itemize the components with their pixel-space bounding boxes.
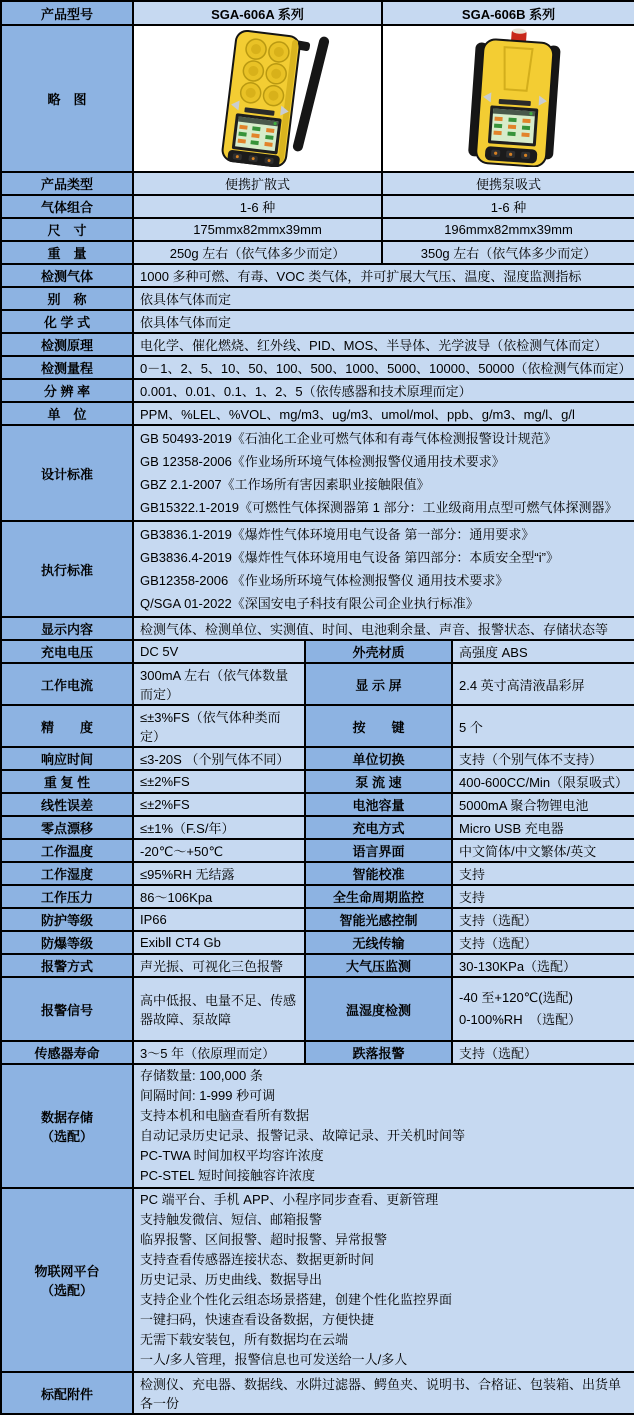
row-label: 工作压力 [1,885,133,908]
row-value: 检测气体、检测单位、实测值、时间、电池剩余量、声音、报警状态、存储状态等 [133,617,634,640]
row-label-2: 按 键 [305,705,452,747]
screen-readings [493,117,530,137]
row-label: 单 位 [1,402,133,425]
row-design-standard [1,425,634,521]
row-value-2: 支持（选配） [452,908,634,931]
row-label: 别 称 [1,287,133,310]
device-a-body [220,29,302,167]
row-value-1: ≤3-20S （个别气体不同） [133,747,305,770]
row-value-1: DC 5V [133,640,305,663]
storage-line: PC-STEL 短时间接触容许浓度 [140,1168,316,1183]
row-value: PPM、%LEL、%VOL、mg/m3、ug/m3、umol/mol、ppb、g/m3、mg/l、g/l [133,402,634,425]
row-detected-gases [1,264,634,287]
row-value-1: -20℃～+50℃ [133,839,305,862]
storage-line: PC-TWA 时间加权平均容许浓度 [140,1148,324,1163]
header-row [1,1,634,25]
iot-line: 历史记录、历史曲线、数据导出 [140,1272,323,1287]
row-value-1: ExibⅡ CT4 Gb [133,931,305,954]
label-line: 数据存储 [40,1110,93,1125]
row-value-1: ≤±2%FS [133,793,305,816]
row-value-1: 声光振、可视化三色报警 [133,954,305,977]
iot-line: 一键扫码，快速查看设备数据，方便快捷 [140,1312,375,1327]
row-value-1: 86～106Kpa [133,885,305,908]
row-detection-principle [1,333,634,356]
standard-line: GB3836.4-2019《爆炸性气体环境用电气设备 第四部分：本质安全型“i”》 [140,550,559,565]
row-linearity-error [1,793,634,816]
row-working-current [1,663,634,705]
row-label: 检测气体 [1,264,133,287]
row-label: 分 辨 率 [1,379,133,402]
row-value-2: 支持（个别气体不支持） [452,747,634,770]
row-working-pressure [1,885,634,908]
row-value-2: 支持 [452,862,634,885]
row-value-2: 5000mA 聚合物锂电池 [452,793,634,816]
row-value: 0.001、0.01、0.1、1、2、5（依传感器和技术原理而定） [133,379,634,402]
row-label-2: 单位切换 [305,747,452,770]
row-label: 产品类型 [1,172,133,195]
row-explosion-proof-rating [1,931,634,954]
row-alarm-mode [1,954,634,977]
row-label: 防爆等级 [1,931,133,954]
iot-line: 支持触发微信、短信、邮箱报警 [140,1212,323,1227]
data-storage-label [1,1064,133,1188]
row-value-2: 高强度 ABS [452,640,634,663]
row-label: 响应时间 [1,747,133,770]
label-line: （选配） [40,1129,93,1144]
row-label-2: 泵 流 速 [305,770,452,793]
storage-line: 自动记录历史记录、报警记录、故障记录、开关机时间等 [140,1128,466,1143]
row-value: 0－1、2、5、10、50、100、500、1000、5000、10000、50000（依检测气体而定） [133,356,634,379]
row-label: 传感器寿命 [1,1041,133,1064]
value-b: 便携泵吸式 [382,172,634,195]
standard-line: Q/SGA 01-2022《深国安电子科技有限公司企业执行标准》 [140,596,479,611]
row-protection-rating [1,908,634,931]
sketch-label: 略 图 [1,25,133,172]
device-b-body [467,27,561,167]
label-line: 物联网平台 [34,1264,100,1279]
row-label-2: 智能光感控制 [305,908,452,931]
row-working-humidity [1,862,634,885]
row-value-2 [452,977,634,1041]
sga-606a-device-image [140,27,382,167]
storage-line: 间隔时间: 1-999 秒可调 [140,1088,276,1103]
row-label: 防护等级 [1,908,133,931]
iot-line: 临界报警、区间报警、超时报警、异常报警 [140,1232,388,1247]
iot-line: 支持企业个性化云组态场景搭建，创建个性化监控界面 [140,1292,453,1307]
row-label-2: 外壳材质 [305,640,452,663]
row-iot-platform [1,1188,634,1372]
row-value-2: Micro USB 充电器 [452,816,634,839]
standard-line: GB 50493-2019《石油化工企业可燃气体和有毒气体检测报警设计规范》 [140,431,557,446]
row-gas-combination [1,195,634,218]
row-label-2: 显 示 屏 [305,663,452,705]
row-value-1: 300mA 左右（依气体数量而定） [133,663,305,705]
row-label-2: 智能校准 [305,862,452,885]
row-label: 工作湿度 [1,862,133,885]
row-repeatability [1,770,634,793]
exec-standard-lines [133,521,634,617]
row-value-2: 支持（选配） [452,1041,634,1064]
value-a: 175mmx82mmx39mm [133,218,382,241]
row-label: 报警信号 [1,977,133,1041]
iot-line: PC 端平台、手机 APP、小程序同步查看、更新管理 [140,1192,439,1207]
value-b: 196mmx82mmx39mm [382,218,634,241]
row-zero-drift [1,816,634,839]
standard-line: GBZ 2.1-2007《工作场所有害因素职业接触限值》 [140,477,430,492]
row-label-2: 全生命周期监控 [305,885,452,908]
standard-line: GB12358-2006 《作业场所环境气体检测报警仪 通用技术要求》 [140,573,509,588]
sga-606b-device-image [389,27,634,167]
row-value: 检测仪、充电器、数据线、水阱过滤器、鳄鱼夹、说明书、合格证、包装箱、出货单各一份 [133,1372,634,1414]
row-data-storage [1,1064,634,1188]
row-value-1: ≤±3%FS（依气体种类而定） [133,705,305,747]
header-series-b: SGA-606B 系列 [382,1,634,25]
row-response-time [1,747,634,770]
temp-range-line: -40 至+120℃(选配) [459,990,573,1005]
iot-platform-lines [133,1188,634,1372]
row-value-1: 3～5 年（依原理而定） [133,1041,305,1064]
row-value-2: 支持（选配） [452,931,634,954]
row-label: 设计标准 [1,425,133,521]
row-label: 尺 寸 [1,218,133,241]
row-label: 工作温度 [1,839,133,862]
row-chemical-formula [1,310,634,333]
row-value-1: 高中低报、电量不足、传感器故障、泵故障 [133,977,305,1041]
row-value: 依具体气体而定 [133,287,634,310]
row-sensor-life [1,1041,634,1064]
row-accessories [1,1372,634,1414]
row-exec-standard [1,521,634,617]
row-value-1: ≤95%RH 无结露 [133,862,305,885]
row-label: 重 复 性 [1,770,133,793]
row-label: 检测原理 [1,333,133,356]
row-value-1: ≤±1%（F.S/年） [133,816,305,839]
row-resolution [1,379,634,402]
row-value-2: 5 个 [452,705,634,747]
iot-line: 支持查看传感器连接状态、数据更新时间 [140,1252,375,1267]
storage-line: 存储数量: 100,000 条 [140,1068,263,1083]
row-value-2: 支持 [452,885,634,908]
row-value-1: ≤±2%FS [133,770,305,793]
row-label-2: 电池容量 [305,793,452,816]
row-accuracy [1,705,634,747]
header-series-a: SGA-606A 系列 [133,1,382,25]
humidity-range-line: 0-100%RH （选配） [459,1012,582,1027]
row-product-type [1,172,634,195]
iot-platform-label [1,1188,133,1372]
label-line: （选配） [40,1283,93,1298]
row-label: 标配附件 [1,1372,133,1414]
row-label: 工作电流 [1,663,133,705]
row-value-2: 400-600CC/Min（限泵吸式） [452,770,634,793]
row-label: 报警方式 [1,954,133,977]
row-working-temperature [1,839,634,862]
row-detection-range [1,356,634,379]
row-value-1: IP66 [133,908,305,931]
row-label: 执行标准 [1,521,133,617]
row-value: 依具体气体而定 [133,310,634,333]
value-a: 便携扩散式 [133,172,382,195]
row-value-2: 中文简体/中文繁体/英文 [452,839,634,862]
device-b-image-cell [382,25,634,172]
storage-line: 支持本机和电脑查看所有数据 [140,1108,310,1123]
row-label: 化 学 式 [1,310,133,333]
row-charge-voltage [1,640,634,663]
row-alias [1,287,634,310]
row-value-2: 30-130KPa（选配） [452,954,634,977]
row-weight [1,241,634,264]
row-label-2: 跌落报警 [305,1041,452,1064]
row-display-content [1,617,634,640]
standard-line: GB 12358-2006《作业场所环境气体检测报警仪通用技术要求》 [140,454,505,469]
iot-line: 一人/多人管理，报警信息也可发送给一人/多人 [140,1352,408,1367]
sketch-row [1,25,634,172]
row-label-2: 语言界面 [305,839,452,862]
row-label: 重 量 [1,241,133,264]
value-a: 250g 左右（依气体多少而定） [133,241,382,264]
value-b: 1-6 种 [382,195,634,218]
row-label: 充电电压 [1,640,133,663]
value-b: 350g 左右（依气体多少而定） [382,241,634,264]
row-units [1,402,634,425]
standard-line: GB15322.1-2019《可燃性气体探测器第 1 部分：工业级商用点型可燃气体探测器》 [140,500,618,515]
row-label-2: 大气压监测 [305,954,452,977]
iot-line: 无需下载安装包，所有数据均在云端 [140,1332,349,1347]
row-label-2: 充电方式 [305,816,452,839]
row-dimensions [1,218,634,241]
row-value: 电化学、催化燃烧、红外线、PID、MOS、半导体、光学波导（依检测气体而定） [133,333,634,356]
row-label: 线性误差 [1,793,133,816]
row-alarm-signal [1,977,634,1041]
design-standard-lines [133,425,634,521]
value-a: 1-6 种 [133,195,382,218]
row-label: 检测量程 [1,356,133,379]
row-label: 气体组合 [1,195,133,218]
device-a-image-cell [133,25,382,172]
standard-line: GB3836.1-2019《爆炸性气体环境用电气设备 第一部分：通用要求》 [140,527,535,542]
row-label: 显示内容 [1,617,133,640]
data-storage-lines [133,1064,634,1188]
row-label: 精 度 [1,705,133,747]
row-value: 1000 多种可燃、有毒、VOC 类气体，并可扩展大气压、温度、湿度监测指标 [133,264,634,287]
row-label-2: 无线传输 [305,931,452,954]
header-label: 产品型号 [1,1,133,25]
row-label-2: 温湿度检测 [305,977,452,1041]
row-label: 零点漂移 [1,816,133,839]
row-value-2: 2.4 英寸高清液晶彩屏 [452,663,634,705]
